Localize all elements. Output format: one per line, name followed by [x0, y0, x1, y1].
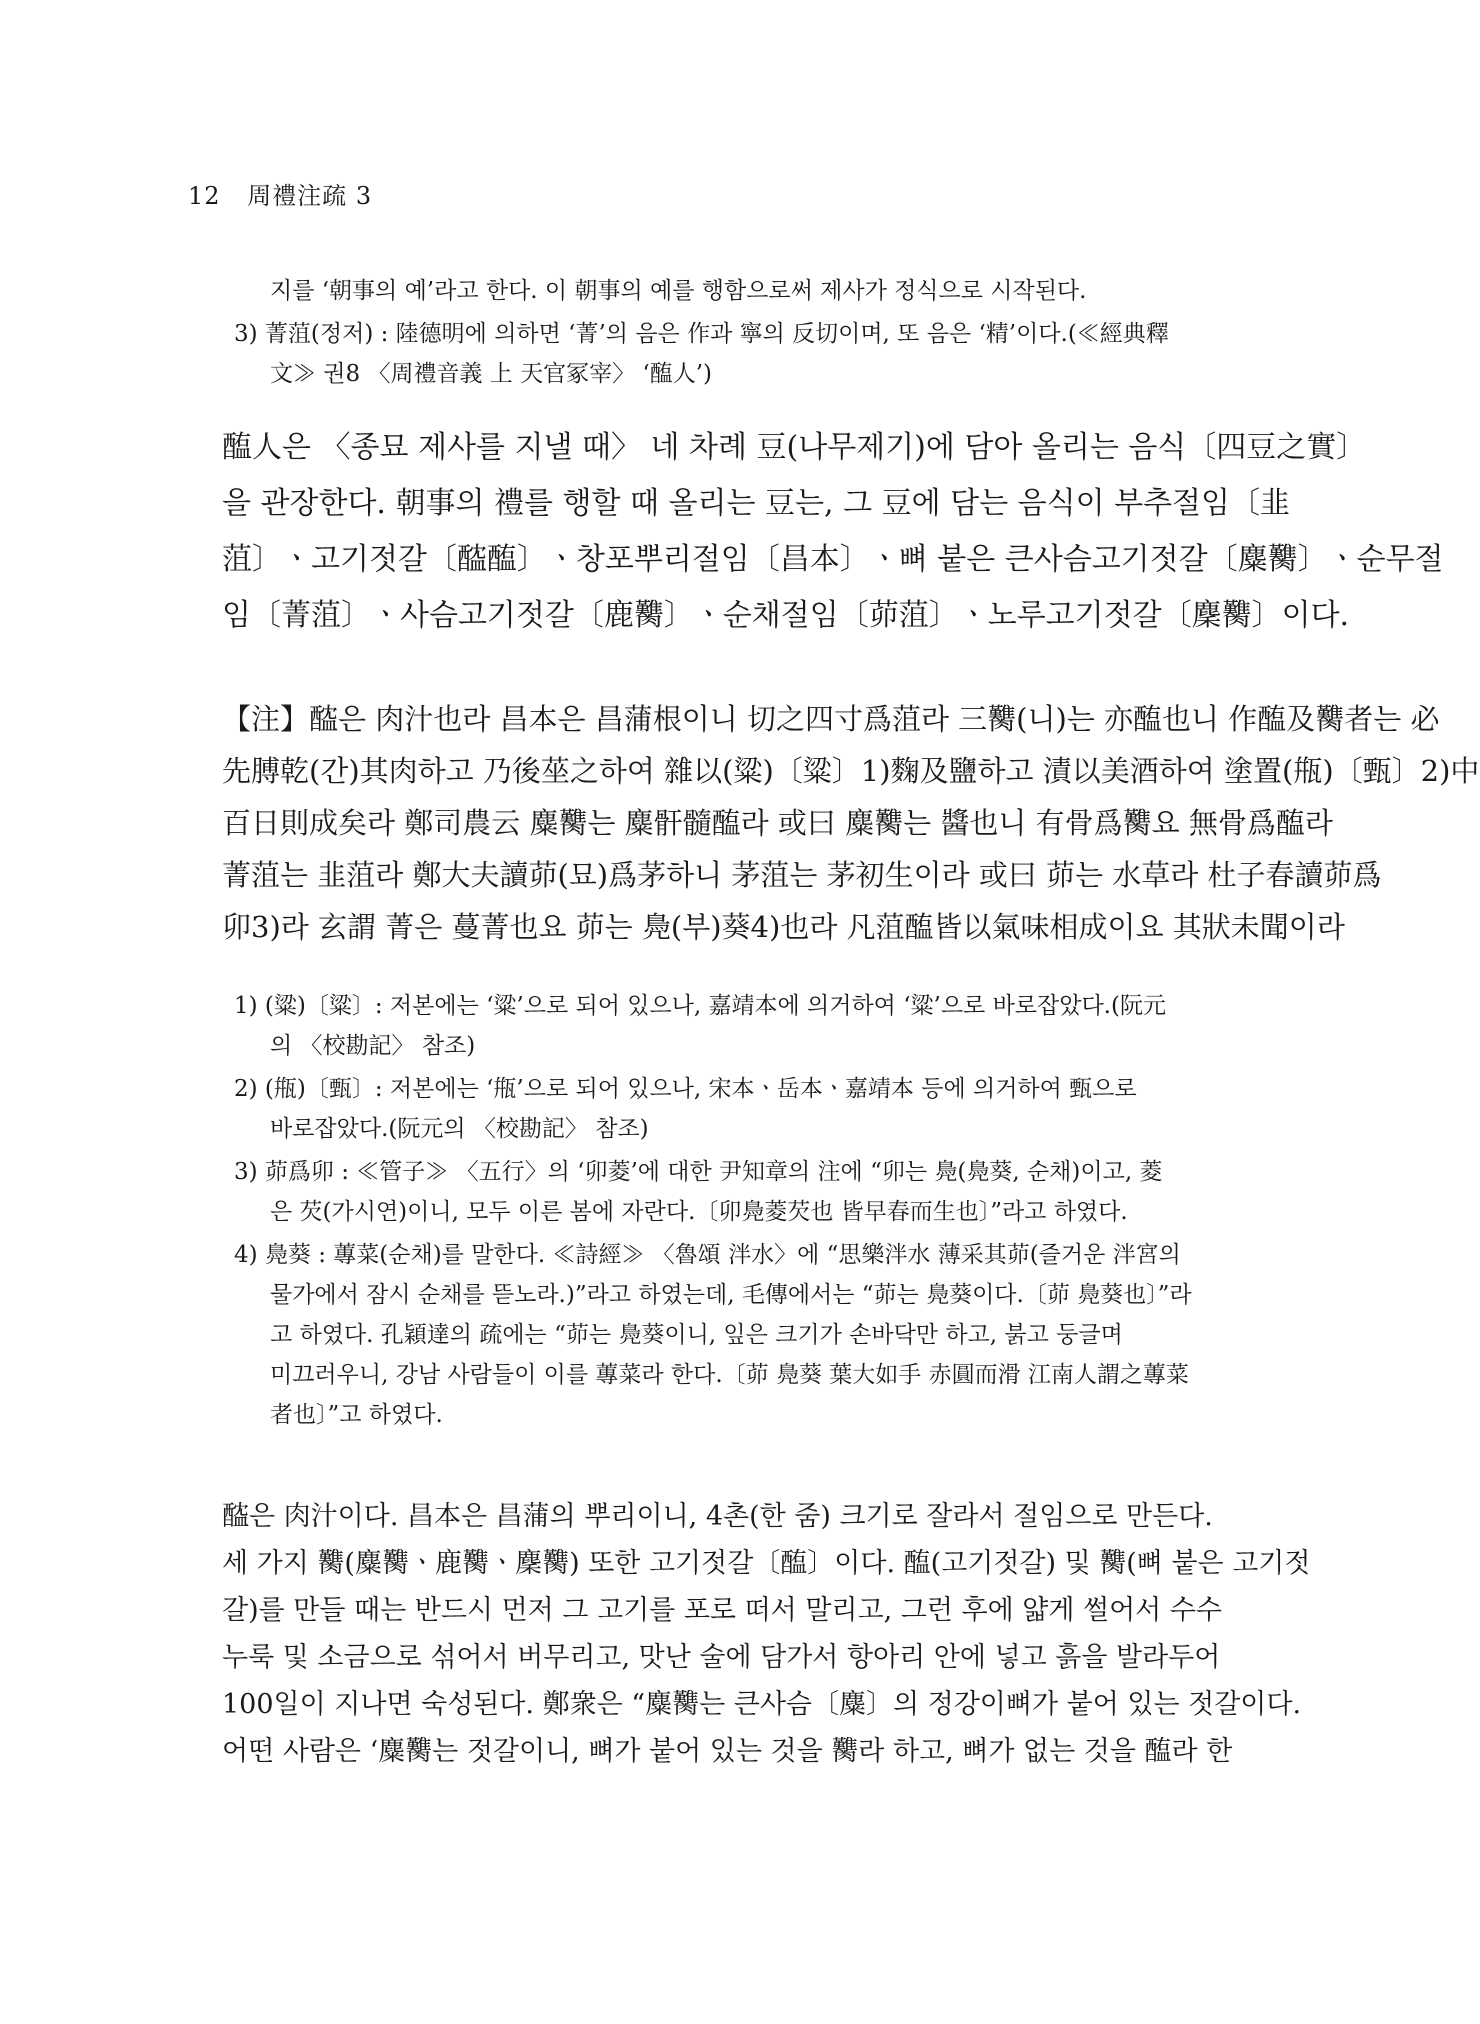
- footnote-continuation: 지를 ‘朝事의 예’라고 한다. 이 朝事의 예를 행함으로써 제사가 정식으로 시작된다.: [270, 278, 1087, 304]
- translation-line: 세 가지 臡(麋臡ㆍ鹿臡ㆍ麇臡) 또한 고기젓갈〔醢〕이다. 醢(고기젓갈) 및 臡(뼈 붙은 고기젓: [222, 1548, 1311, 1579]
- main-text-line: 醢人은 〈종묘 제사를 지낼 때〉 네 차례 豆(나무제기)에 담아 올리는 음식〔四豆之實〕: [222, 430, 1367, 465]
- commentary-footnote-1: [234, 986, 1274, 1066]
- translation-line: 醓은 肉汁이다. 昌本은 昌蒲의 뿌리이니, 4촌(한 줌) 크기로 잘라서 절임으로 만든다.: [222, 1501, 1213, 1532]
- footnote-line: 미끄러우니, 강남 사람들이 이를 蓴菜라 한다.〔茆 鳧葵 葉大如手 赤圓而滑 江南人謂之蓴菜: [270, 1362, 1189, 1388]
- main-text-line: 을 관장한다. 朝事의 禮를 행할 때 올리는 豆는, 그 豆에 담는 음식이 부추절임〔韭: [222, 486, 1291, 521]
- commentary-footnote-4: [234, 1235, 1274, 1435]
- translation-line: 어떤 사람은 ‘麋臡는 젓갈이니, 뼈가 붙어 있는 것을 臡라 하고, 뼈가 없는 것을 醢라 한: [222, 1736, 1233, 1767]
- footnote-line: 3) 菁菹(정저) : 陸德明에 의하면 ‘菁’의 음은 作과 寧의 反切이며, 또 음은 ‘精’이다.(≪經典釋: [234, 321, 1169, 347]
- commentary-line: 【注】醓은 肉汁也라 昌本은 昌蒲根이니 切之四寸爲菹라 三臡(니)는 亦醢也니 作醢及臡者는 必: [222, 702, 1440, 736]
- main-text-line: 菹〕ㆍ고기젓갈〔醓醢〕ㆍ창포뿌리절임〔昌本〕ㆍ뼈 붙은 큰사슴고기젓갈〔麋臡〕ㆍ순무절: [222, 542, 1444, 577]
- footnote-line: 은 芡(가시연)이니, 모두 이른 봄에 자란다.〔卯鳧菱芡也 皆早春而生也〕”라고 하였다.: [270, 1199, 1128, 1225]
- page-number: 12: [188, 182, 221, 210]
- main-text-line: 임〔菁菹〕ㆍ사슴고기젓갈〔鹿臡〕ㆍ순채절임〔茆菹〕ㆍ노루고기젓갈〔麇臡〕이다.: [222, 598, 1350, 633]
- commentary-line: 百日則成矣라 鄭司農云 麋臡는 麋骭髓醢라 或曰 麋臡는 醬也니 有骨爲臡요 無骨爲醢라: [222, 806, 1333, 840]
- translation-line: 누룩 및 소금으로 섞어서 버무리고, 맛난 술에 담가서 항아리 안에 넣고 흙을 발라두어: [222, 1642, 1221, 1673]
- footnote-line: 3) 茆爲卯 : ≪管子≫ 〈五行〉의 ‘卯菱’에 대한 尹知章의 注에 “卯는 鳧(鳧葵, 순채)이고, 菱: [234, 1159, 1163, 1185]
- top-footnote-3: [234, 314, 1274, 394]
- main-text: [222, 420, 1444, 644]
- commentary-line: 卯3)라 玄謂 菁은 蔓菁也요 茆는 鳧(부)葵4)也라 凡菹醢皆以氣味相成이요 其狀未聞이라: [222, 910, 1345, 944]
- footnote-line: 고 하였다. 孔穎達의 疏에는 “茆는 鳧葵이니, 잎은 크기가 손바닥만 하고, 붉고 둥글며: [270, 1322, 1123, 1348]
- running-header: [188, 176, 372, 211]
- commentary-note: [222, 693, 1480, 953]
- footnote-line: 바로잡았다.(阮元의 〈校勘記〉 참조): [270, 1116, 649, 1142]
- footnote-line: 1) (粱)〔粱〕: 저본에는 ‘粱’으로 되어 있으나, 嘉靖本에 의거하여 ‘粱’으로 바로잡았다.(阮元: [234, 993, 1166, 1019]
- commentary-footnote-2: [234, 1069, 1274, 1149]
- commentary-line: 先膊乾(간)其肉하고 乃後莝之하여 雜以(粱)〔粱〕1)麴及鹽하고 漬以美酒하여 塗置(甁)〔甄〕2)中: [222, 754, 1480, 788]
- footnote-line: 4) 鳧葵 : 蓴菜(순채)를 말한다. ≪詩經≫ 〈魯頌 泮水〉에 “思樂泮水 薄采其茆(즐거운 泮宮의: [234, 1242, 1181, 1268]
- translation-line: 갈)를 만들 때는 반드시 먼저 그 고기를 포로 떠서 말리고, 그런 후에 얇게 썰어서 수수: [222, 1595, 1222, 1626]
- commentary-footnote-3: [234, 1152, 1274, 1232]
- footnote-line: 2) (甁)〔甄〕: 저본에는 ‘甁’으로 되어 있으나, 宋本ㆍ岳本ㆍ嘉靖本 등에 의거하여 甄으로: [234, 1076, 1137, 1102]
- commentary-line: 菁菹는 韭菹라 鄭大夫讀茆(묘)爲茅하니 茅菹는 茅初生이라 或曰 茆는 水草라 杜子春讀茆爲: [222, 858, 1382, 892]
- footnote-line: 文≫ 권8 〈周禮音義 上 天官冢宰〉 ‘醢人’): [270, 361, 713, 387]
- footnote-line: 물가에서 잠시 순채를 뜯노라.)”라고 하였는데, 毛傳에서는 “茆는 鳧葵이다.〔茆 鳧葵也〕”라: [270, 1282, 1192, 1308]
- book-title: 周禮注疏 3: [247, 182, 373, 210]
- footnote-line: 者也〕”고 하였다.: [270, 1402, 443, 1428]
- translation-line: 100일이 지나면 숙성된다. 鄭衆은 “麋臡는 큰사슴〔麋〕의 정강이뼈가 붙어 있는 젓갈이다.: [222, 1689, 1302, 1720]
- footnote-line: 의 〈校勘記〉 참조): [270, 1033, 476, 1059]
- translation-text: [222, 1493, 1311, 1775]
